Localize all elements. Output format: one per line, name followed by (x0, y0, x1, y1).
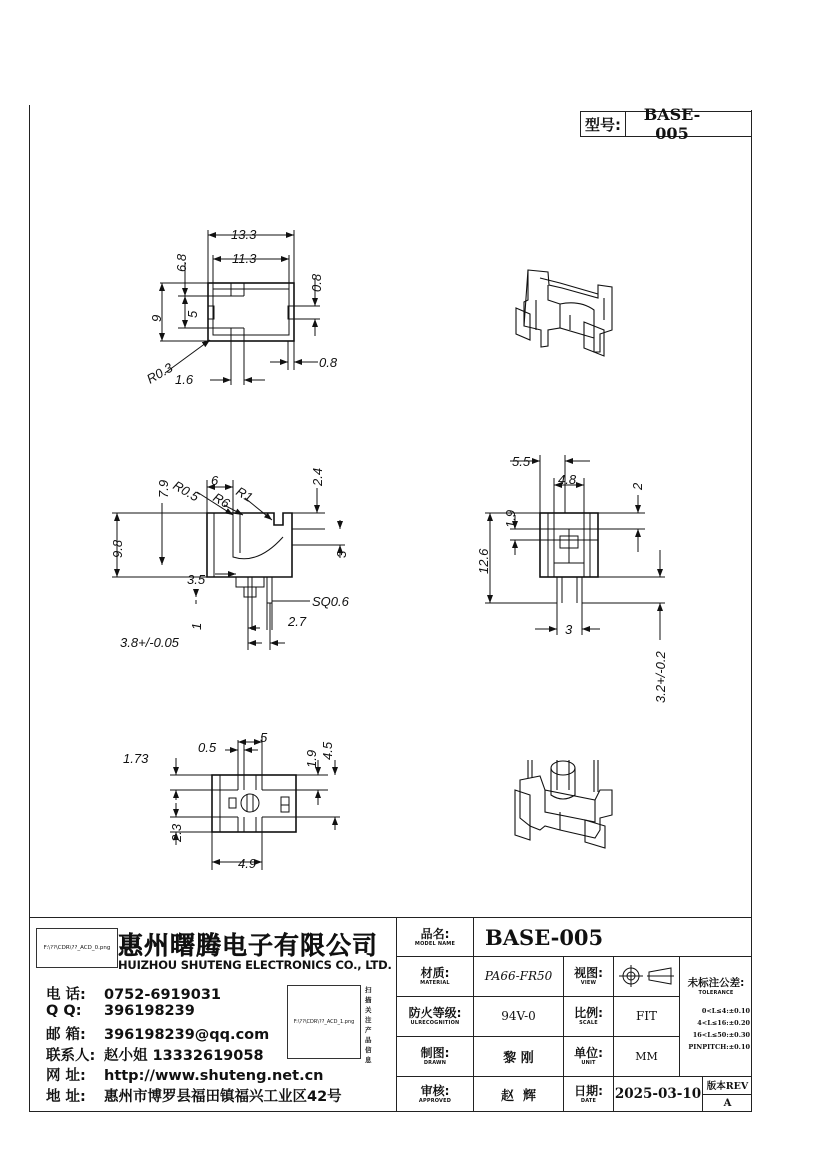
dim-front-3: 3 (334, 550, 349, 558)
view-label-cell (564, 956, 613, 996)
approved-value: 赵 辉 (500, 1088, 537, 1104)
contact-website-label: 网 址: (46, 1068, 86, 1084)
flammability-label: 防火等级: (408, 1005, 462, 1020)
dim-bottom-5: 5 (260, 730, 268, 745)
company-logo-text: F:\??\CDR\??_ACD_0.png (43, 945, 111, 951)
dim-top-1-6: 1.6 (175, 372, 194, 387)
scale-value: FIT (635, 1009, 658, 1023)
dim-front-7-9: 7.9 (156, 479, 171, 498)
dim-side-3: 3 (565, 622, 573, 637)
dim-side-1-9: 1.9 (503, 509, 518, 528)
dim-top-0-8-h: 0.8 (319, 355, 338, 370)
dim-top-5: 5 (185, 310, 200, 318)
contact-phone-label: 电 话: (46, 987, 86, 1003)
dim-front-3-5: 3.5 (187, 572, 206, 587)
company-name-en: HUIZHOU SHUTENG ELECTRONICS CO., LTD. (118, 958, 392, 972)
drawn-sub: DRAWN (423, 1059, 447, 1066)
flammability-value: 94V-0 (501, 1009, 536, 1023)
contact-phone (46, 983, 221, 1004)
unit-sub: UNIT (581, 1059, 596, 1066)
material-label-cell (397, 956, 473, 996)
dim-front-sq0-6: SQ0.6 (312, 594, 349, 609)
tolerance-line-3: 16<L≤50:±0.30 (692, 1031, 750, 1039)
dim-side-3-2: 3.2+/-0.2 (653, 651, 668, 703)
tolerance-label: 未标注公差: (687, 977, 745, 989)
dim-front-3-8: 3.8+/-0.05 (120, 635, 179, 650)
dim-front-1: 1 (189, 622, 204, 630)
iso-view-bottom (515, 760, 612, 848)
tolerance-line-2: 4<L≤16:±0.20 (697, 1019, 750, 1027)
dim-bottom-1-9: 1.9 (304, 749, 319, 768)
flammability-sub: ULRECOGNITION (410, 1019, 460, 1026)
product-name-label: 品名: (420, 926, 450, 941)
approved-sub: APPROVED (418, 1097, 452, 1104)
dim-top-6-8: 6.8 (174, 253, 189, 272)
projection-symbol (614, 956, 679, 996)
dim-top-9: 9 (149, 314, 164, 322)
contact-address-value: 惠州市博罗县福田镇福兴工业区42号 (104, 1089, 342, 1105)
tolerance-sub: TOLERANCE (698, 990, 734, 996)
contact-qq-value: 396198239 (104, 1003, 195, 1019)
title-block (29, 917, 751, 1112)
dim-side-4-8: 4.8 (558, 472, 577, 487)
drawn-value: 黎 刚 (503, 1050, 534, 1066)
material-value: PA66-FR50 (484, 969, 553, 983)
contact-person-label: 联系人: (46, 1048, 96, 1064)
material-label: 材质: (420, 965, 450, 980)
tolerance-block (680, 957, 752, 1076)
contact-email (46, 1023, 269, 1044)
drawn-label: 制图: (420, 1045, 450, 1060)
dim-side-5-5: 5.5 (512, 454, 531, 469)
dim-side-2: 2 (630, 482, 645, 490)
spec-grid (396, 918, 752, 1112)
qr-code-text: F:\??\CDR\??_ACD_1.png (293, 1019, 355, 1025)
view-sub: VIEW (580, 979, 597, 986)
tolerance-line-4: PINPITCH:±0.10 (688, 1043, 750, 1051)
dim-top-r0-3: R0.3 (144, 359, 176, 387)
first-angle-projection-icon (619, 965, 675, 987)
contact-website-value[interactable]: http://www.shuteng.net.cn (104, 1068, 324, 1084)
scale-sub: SCALE (579, 1019, 598, 1026)
contact-address-label: 地 址: (46, 1089, 86, 1105)
dim-front-2-4: 2.4 (310, 467, 325, 486)
dim-front-r0-5: R0.5 (170, 477, 202, 505)
front-view (112, 477, 345, 650)
date-label-cell (564, 1076, 613, 1112)
unit-label: 单位: (574, 1045, 603, 1060)
dim-front-2-7: 2.7 (288, 614, 307, 629)
contact-qq-label: Q Q: (46, 1003, 82, 1019)
product-name-value: BASE-005 (485, 924, 604, 950)
unit-value: MM (635, 1049, 658, 1063)
dim-front-r1: R1 (233, 483, 256, 505)
dim-bottom-1-73: 1.73 (123, 751, 149, 766)
date-value: 2025-03-10 (614, 1086, 702, 1102)
company-logo (36, 928, 118, 968)
view-label: 视图: (574, 965, 603, 980)
scale-label-cell (564, 996, 613, 1036)
dim-bottom-4-9: 4.9 (238, 856, 257, 871)
flammability-label-cell (397, 996, 473, 1036)
contact-person-value: 赵小姐 13332619058 (104, 1048, 264, 1064)
dim-top-13-3: 13.3 (231, 227, 257, 242)
approved-label-cell (397, 1076, 473, 1112)
contact-email-label: 邮 箱: (46, 1027, 86, 1043)
contact-address (46, 1085, 342, 1106)
model-box-label: 型号: (581, 112, 626, 136)
qr-caption: 扫描关注产品信息 (365, 986, 372, 1064)
contact-phone-value: 0752-6919031 (104, 987, 221, 1003)
unit-label-cell (564, 1036, 613, 1076)
dim-bottom-0-5: 0.5 (198, 740, 217, 755)
qr-code (287, 985, 361, 1059)
contact-website (46, 1064, 324, 1085)
tolerance-line-1: 0<L≤4:±0.10 (701, 1007, 750, 1015)
iso-view-top (516, 270, 612, 356)
contact-qq (46, 1003, 195, 1019)
contact-person (46, 1044, 264, 1065)
date-label: 日期: (574, 1083, 603, 1098)
revision-label: 版本REV (706, 1081, 749, 1092)
dim-front-r6: R6 (210, 489, 233, 511)
product-name-sub: MODEL NAME (414, 940, 456, 947)
date-sub: DATE (580, 1097, 597, 1104)
material-sub: MATERIAL (420, 979, 450, 986)
model-box-value: BASE-005 (643, 105, 701, 143)
drawn-label-cell (397, 1036, 473, 1076)
approved-label: 审核: (420, 1083, 450, 1098)
contact-email-value[interactable]: 396198239@qq.com (104, 1027, 270, 1043)
dim-bottom-4-5: 4.5 (320, 741, 335, 760)
dim-top-0-8-v: 0.8 (309, 273, 324, 292)
dim-front-9-8: 9.8 (110, 539, 125, 558)
scale-label: 比例: (574, 1005, 603, 1020)
product-name-label-cell (397, 918, 473, 956)
dim-bottom-2-3: 2.3 (169, 823, 184, 842)
company-name-cn: 惠州曙腾电子有限公司 (118, 931, 379, 960)
dim-top-11-3: 11.3 (232, 251, 257, 266)
revision-value: A (723, 1098, 732, 1109)
dim-side-12-6: 12.6 (476, 548, 491, 574)
dim-front-6: 6 (211, 473, 219, 488)
